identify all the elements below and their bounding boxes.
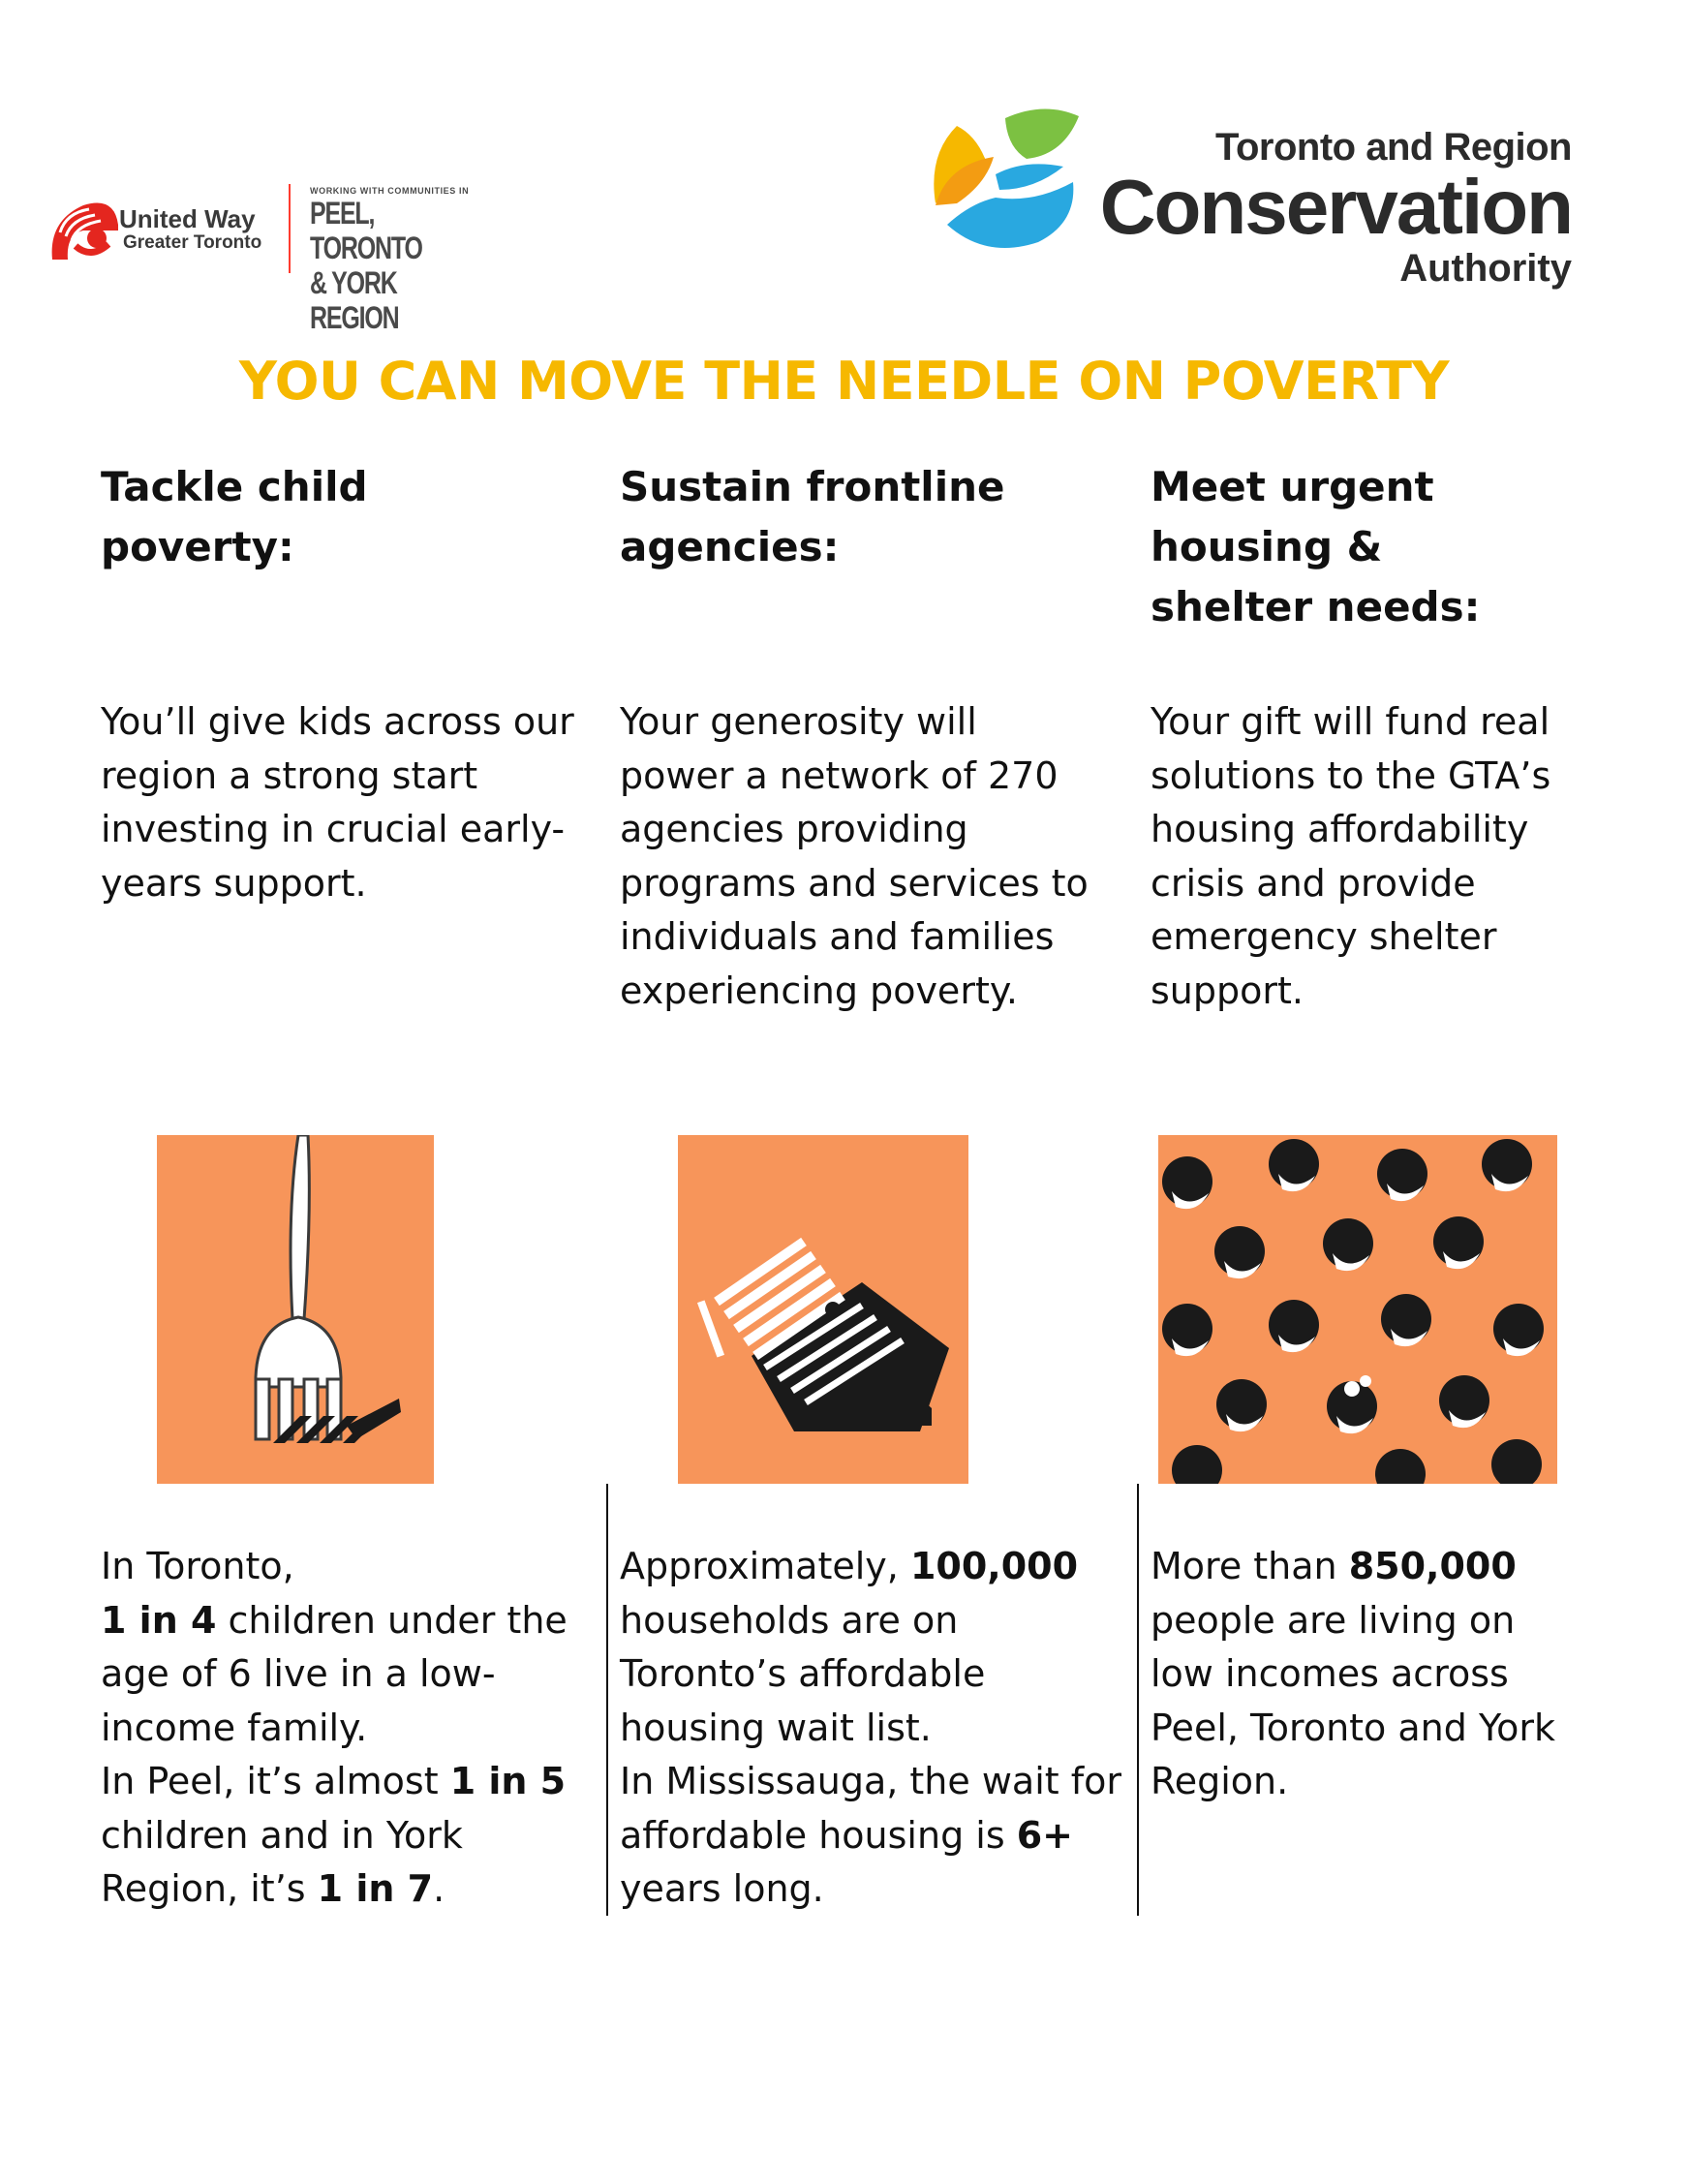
united-way-region: WORKING WITH COMMUNITIES IN PEEL, TORONTO & YORK REGION <box>310 186 470 335</box>
stat-frontline-agencies: Approximately, 100,000 households are on Toronto’s affordable housing wait list. In Mississauga, the wait for affordable housing is 6+ years long. <box>620 1545 1121 1910</box>
united-way-hand-icon <box>46 192 120 265</box>
fork-icon <box>157 1135 434 1484</box>
crowd-of-people-icon <box>1158 1135 1557 1484</box>
stat-housing-shelter: More than 850,000 people are living on low incomes across Peel, Toronto and York Region. <box>1151 1545 1555 1802</box>
stat-child-poverty: In Toronto, 1 in 4 children under the age of 6 live in a low-income family. In Peel, it’s almost 1 in 5 children and in York Region, it’s 1 in 7. <box>101 1545 568 1910</box>
trca-name: Toronto and Region Conservation Authority <box>1099 126 1572 290</box>
column-body: Your generosity will power a network of 270 agencies providing programs and services to individuals and families experiencing poverty. <box>620 700 1089 1012</box>
logo-divider <box>289 184 291 273</box>
column-divider <box>606 1484 608 1916</box>
trca-logo <box>918 97 1586 300</box>
column-heading: Meet urgent housing & shelter needs: <box>1151 463 1481 631</box>
united-way-logo <box>46 184 484 335</box>
column-heading: Sustain frontline agencies: <box>620 463 1005 570</box>
column-body: You’ll give kids across our region a strong start investing in crucial early-years support. <box>101 700 574 905</box>
column-heading: Tackle child poverty: <box>101 463 368 570</box>
page-title: YOU CAN MOVE THE NEEDLE ON POVERTY <box>238 351 1450 412</box>
united-way-name: United Way Greater Toronto <box>119 204 262 253</box>
park-bench-icon <box>678 1135 968 1484</box>
column-divider <box>1137 1484 1139 1916</box>
leaf-wave-icon <box>918 97 1085 263</box>
column-body: Your gift will fund real solutions to the GTA’s housing affordability crisis and provide emergency shelter support. <box>1151 700 1551 1012</box>
